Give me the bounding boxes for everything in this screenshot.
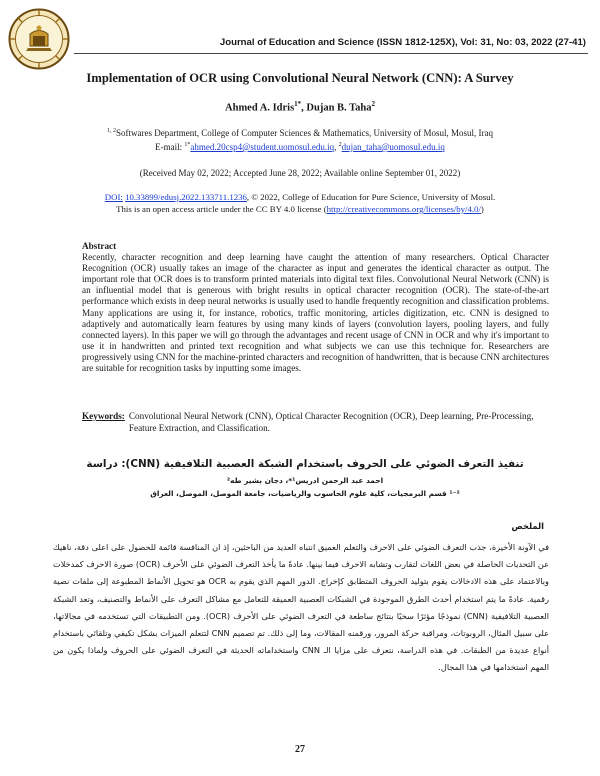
author-line	[0, 100, 600, 114]
arabic-abstract-heading: الملخص	[511, 521, 544, 531]
doi-block	[0, 191, 600, 215]
affiliation-line	[0, 125, 600, 139]
abstract-text: Recently, character recognition and deep learning have caught the attention of many researchers. Optical Character Recognition (OCR) usually takes an image of the character as input and generates the identical character as output. The important role that OCR does is to transform printed materials into digital text files. Convolutional Neural Network (CNN) is an influential model that is generous with bright results in optical character recognition (OCR). The state-of-the-art performance which exists in deep neural networks is usually used to handle frequently recognition and classification problems. Many applications are using it, for instance, robotics, traffic monitoring, articles digitization, etc. CNN is designed to adaptively and automatically learn features by using many kinds of layers (convolution layers, pooling layers, and fully connected layers). In this paper we will go through the advantages and recent usage of CNN in OCR and why it's important to use it in handwritten and printed text recognition and what subjects we can use this technique for. Researchers are progressively using CNN for the machine-printed characters and recognition of handwritten, that is because CNN architectures are suitable for recognition tasks by inputting some images.	[82, 252, 549, 374]
email-separator: ,	[334, 142, 339, 152]
license-prefix: This is an open access article under the CC BY 4.0 license (	[116, 204, 327, 214]
abstract-heading: Abstract	[82, 241, 117, 251]
author-2: Dujan B. Taha	[306, 102, 372, 114]
author-2-superscript: 2	[371, 100, 375, 108]
email-1-superscript: 1*	[184, 142, 191, 148]
publication-dates: (Received May 02, 2022; Accepted June 28, 2022; Available online September 01, 2022)	[139, 168, 461, 178]
arabic-affiliation: ¹⁻² قسم البرمجيات، كلية علوم الحاسوب والرياضيات، جامعة الموصل، الموصل، العراق	[150, 489, 460, 498]
author-1-superscript: 1*	[294, 100, 302, 108]
header-rule	[74, 53, 588, 54]
arabic-authors: احمد عبد الرحمن ادريس¹*، دجان بشير طه²	[226, 476, 384, 485]
author-separator: ,	[301, 102, 307, 114]
email-2-superscript: 2	[338, 142, 342, 148]
email-label: E-mail:	[155, 142, 185, 152]
keywords-label: Keywords:	[82, 411, 125, 421]
license-line	[0, 203, 600, 215]
author-1: Ahmed A. Idris	[225, 102, 295, 114]
email-2-link[interactable]: dujan_taha@uomosul.edu.iq	[341, 142, 445, 152]
copyright-text: , © 2022, College of Education for Pure Science, University of Mosul.	[246, 192, 496, 202]
email-1-link[interactable]: ahmed.20csp4@student.uomosul.edu.iq	[190, 142, 335, 152]
doi-line	[0, 191, 600, 203]
paper-title: Implementation of OCR using Convolutional Neural Network (CNN): A Survey	[86, 71, 514, 85]
affiliation-text: Softwares Department, College of Computer Sciences & Mathematics, University of Mosul, Mosul, Iraq	[116, 128, 493, 138]
keywords-section	[82, 411, 549, 434]
keywords-text: Convolutional Neural Network (CNN), Optical Character Recognition (OCR), Deep learning, Pre-Processing, Feature Extraction, and Classification.	[128, 411, 534, 433]
doi-label-link[interactable]: DOI:	[104, 192, 123, 202]
arabic-title: تنفيذ التعرف الضوئي على الحروف باستخدام الشبكة العصبية التلافيفية (CNN): دراسة	[86, 458, 524, 470]
doi-link[interactable]: 10.33899/edusj.2022.133711.1236	[125, 192, 247, 202]
abstract-section	[82, 241, 549, 374]
journal-header: Journal of Education and Science (ISSN 1812-125X), Vol: 31, No: 03, 2022 (27-41)	[219, 37, 586, 48]
arabic-abstract-text: في الآونة الأخيرة، جذب التعرف الضوئي على الاحرف والتعلم العميق انتباه العديد من الباحثين، إذ ان المنافسة قائمة للحصول على اعلى دقة، ناهيك عن التحديات الحاصلة في بعض اللغات لتقارب وتشابه الاحرف فيما بينها. عادةً ما يأخذ التعرف الضوئي على الأحرف (OCR) صورة الاحرف كمدخلات وبالاعتماد على هذه الادخالات يقوم بتوليد الحروف المتطابق كإخراج. الدور المهم الذي يقوم به OCR هو تحويل الأنماط المطبوعة إلى ملفات نصية رقمية. عادةً ما يتم استخدام أحدث الطرق الموجودة في الشبكات العصبية العميقة للتعامل مع مشاكل التعرف على الأنماط والتصنيف، وتعد الشبكة العصبية التلافيفية (CNN) نموذجًا مؤثرًا سخيًا بنتائج ساطعة في التعرف الضوئي على الأحرف (OCR). ومن التطبيقات التي تستخدمه في مجالاتها، على سبيل المثال، الروبوتات، ومراقبة حركة المرور، ورقمنه المقالات، وما إلى ذلك. تم تصميم CNN لتتعلم الميزات بشكل تكيفي وتلقائي باستخدام أنواع عديدة من الطبقات. في هذه الدراسة، نتعرف على مزايا الـ CNN واستخداماته الحديثة في التعرف الضوئي على الحروف ولماذا يكون من المهم استخدامها في هذا المجال.	[53, 542, 550, 673]
page-number: 27	[295, 744, 305, 755]
affiliation-block	[0, 125, 600, 153]
affiliation-superscript: 1, 2	[107, 128, 117, 134]
license-suffix: )	[480, 204, 484, 214]
email-line	[0, 139, 600, 153]
license-link[interactable]: http://creativecommons.org/licenses/by/4.0/	[326, 204, 481, 214]
